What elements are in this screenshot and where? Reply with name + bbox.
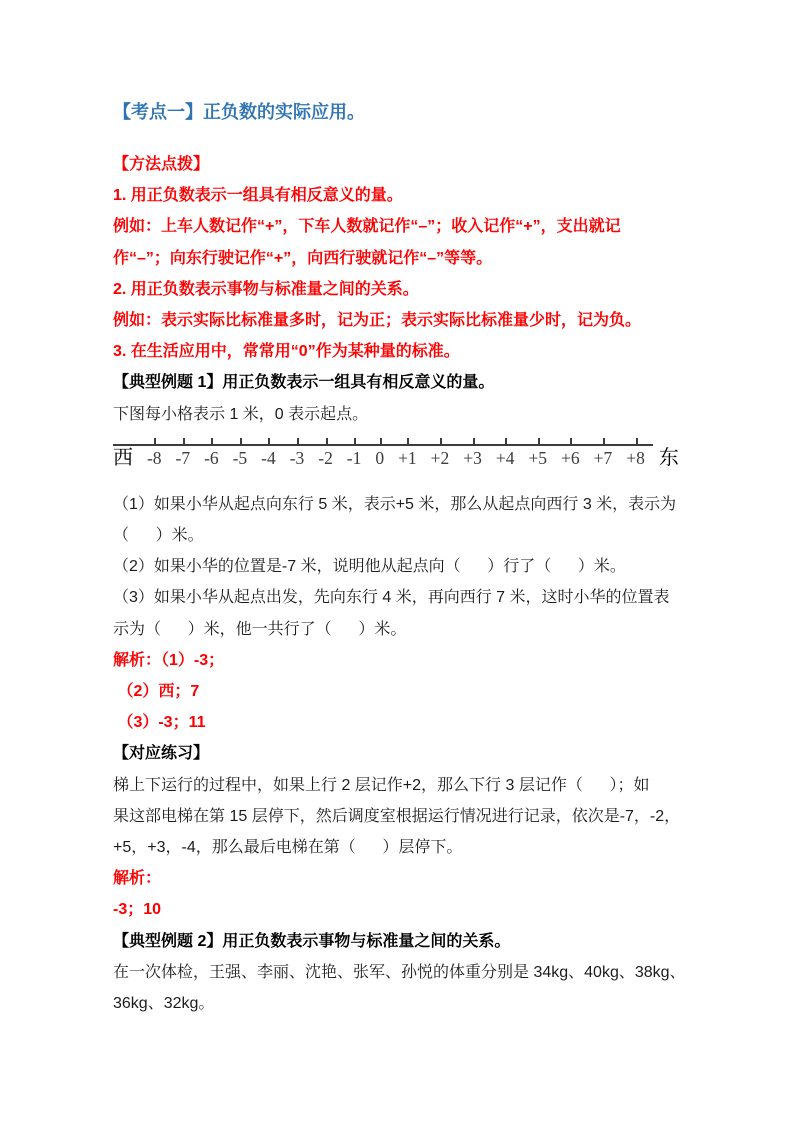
tick-mark	[154, 438, 156, 444]
practice-text-line: +5，+3，-4，那么最后电梯在第（ ）层停下。	[113, 839, 463, 857]
example1-question-line: （ ）米。	[113, 527, 204, 545]
example1-question-line: （2）如果小华的位置是-7 米，说明他从起点向（ ）行了（ ）米。	[113, 558, 626, 576]
example2-title: 【典型例题 2】用正负数表示事物与标准量之间的关系。	[113, 932, 511, 950]
tick-mark	[183, 438, 185, 444]
example1-question-line: 示为（ ）米，他一共行了（ ）米。	[113, 620, 407, 638]
tick-mark	[473, 438, 475, 444]
number-line-label: +1	[398, 446, 417, 470]
practice-title: 【对应练习】	[113, 745, 210, 763]
example1-analysis-line: （2）西；7	[113, 683, 200, 701]
west-label: 西	[113, 446, 133, 469]
number-line-label: +4	[496, 446, 515, 470]
number-line-label: +3	[463, 446, 482, 470]
tick-mark	[297, 438, 299, 444]
number-line-label: -6	[204, 446, 219, 470]
number-line-label: -8	[147, 446, 162, 470]
tick-mark	[603, 438, 605, 444]
number-line-label: +2	[431, 446, 450, 470]
number-line-label: +6	[561, 446, 580, 470]
number-line-label: -7	[176, 446, 191, 470]
example1-question-line: （1）如果小华从起点向东行 5 米，表示+5 米，那么从起点向西行 3 米，表示为	[113, 495, 677, 513]
example1-intro: 下图每小格表示 1 米，0 表示起点。	[113, 405, 369, 423]
number-line-label: 0	[375, 446, 384, 470]
practice-text-line: 梯上下运行的过程中，如果上行 2 层记作+2，那么下行 3 层记作（ ）；如	[113, 776, 650, 794]
number-line-label: -5	[233, 446, 248, 470]
number-line-label: -3	[290, 446, 305, 470]
example1-analysis-line: （3）-3；11	[113, 714, 206, 732]
number-line-label: -4	[261, 446, 276, 470]
method-tip-line: 3. 在生活应用中，常常用“0”作为某种量的标准。	[113, 343, 460, 361]
tick-mark	[636, 438, 638, 444]
number-line-label: +8	[626, 446, 645, 470]
method-tip-line: 1. 用正负数表示一组具有相反意义的量。	[113, 187, 403, 205]
number-line	[113, 430, 681, 489]
method-tip-line: 例如：上车人数记作“+”，下车人数就记作“–”；收入记作“+”，支出就记	[113, 218, 621, 236]
tick-mark	[538, 438, 540, 444]
tick-mark	[407, 438, 409, 444]
method-tips-title: 【方法点拨】	[113, 156, 210, 173]
example2-text-line: 36kg、32kg。	[113, 995, 215, 1013]
practice-text-line: 果这部电梯在第 15 层停下，然后调度室根据运行情况进行记录，依次是-7，-2，	[113, 807, 681, 825]
number-line-label: +7	[594, 446, 613, 470]
tick-mark	[240, 438, 242, 444]
tick-mark	[268, 438, 270, 444]
east-label: 东	[658, 446, 679, 469]
tick-mark	[326, 438, 328, 444]
number-line-label: -1	[347, 446, 362, 470]
method-tip-line: 例如：表示实际比标准量多时，记为正；表示实际比标准量少时，记为负。	[113, 312, 642, 330]
tick-mark	[505, 438, 507, 444]
example1-title: 【典型例题 1】用正负数表示一组具有相反意义的量。	[113, 374, 495, 392]
example2-text-line: 在一次体检，王强、李丽、沈艳、张军、孙悦的体重分别是 34kg、40kg、38kg、	[113, 963, 686, 981]
tick-mark	[570, 438, 572, 444]
example1-question-line: （3）如果小华从起点出发，先向东行 4 米，再向西行 7 米，这时小华的位置表	[113, 589, 670, 607]
number-line-label: -2	[318, 446, 333, 470]
practice-analysis-line: 解析：	[113, 870, 162, 888]
practice-analysis-line: -3；10	[113, 901, 162, 919]
tick-mark	[440, 438, 442, 444]
tick-mark	[354, 438, 356, 444]
tick-mark	[380, 438, 382, 444]
number-line-label: +5	[528, 446, 547, 470]
method-tip-line: 2. 用正负数表示事物与标准量之间的关系。	[113, 280, 419, 298]
tick-mark	[211, 438, 213, 444]
method-tip-line: 作“–”；向东行驶记作“+”，向西行驶就记作“–”等等。	[113, 249, 493, 267]
example1-analysis-line: 解析：（1）-3；	[113, 651, 225, 669]
section-heading: 【考点一】正负数的实际应用。	[113, 102, 365, 122]
